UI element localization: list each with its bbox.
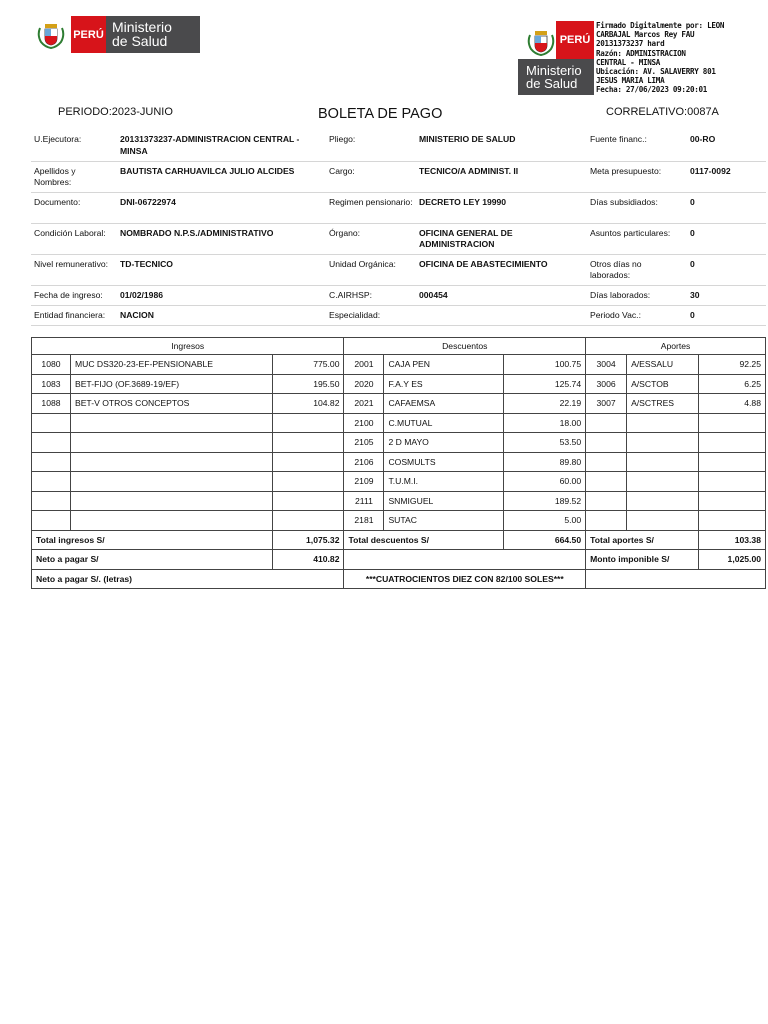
ingreso-value: 775.00 <box>272 355 344 375</box>
aporte-desc <box>627 491 699 511</box>
descuento-value: 18.00 <box>504 413 586 433</box>
monto-imponible-value: 1,025.00 <box>699 550 766 570</box>
info-row <box>31 254 766 285</box>
signature-line: Fecha: 27/06/2023 09:20:01 <box>596 85 708 95</box>
descuento-desc: CAJA PEN <box>384 355 504 375</box>
info-row <box>31 305 766 325</box>
ingreso-desc: BET-V OTROS CONCEPTOS <box>70 394 272 414</box>
aportes-header: Aportes <box>586 338 766 355</box>
table-row <box>32 374 766 394</box>
ingreso-code: 1080 <box>32 355 71 375</box>
info-value: TECNICO/A ADMINIST. II <box>416 161 587 192</box>
payroll-table <box>31 337 766 589</box>
ingreso-desc <box>70 452 272 472</box>
aporte-desc <box>627 472 699 492</box>
table-row <box>32 472 766 492</box>
aporte-code <box>586 452 627 472</box>
periodo-label: PERIODO:2023-JUNIO <box>58 106 173 118</box>
correlativo-label: CORRELATIVO:0087A <box>606 106 719 118</box>
aporte-code <box>586 472 627 492</box>
info-row <box>31 192 766 223</box>
ingreso-desc <box>70 472 272 492</box>
aporte-value <box>699 413 766 433</box>
descuento-code: 2106 <box>344 452 384 472</box>
info-value: 20131373237-ADMINISTRACION CENTRAL - MINSA <box>117 130 326 161</box>
total-aportes-label: Total aportes S/ <box>586 530 699 550</box>
ministry-line-1: Ministerio <box>112 19 172 35</box>
ingresos-header: Ingresos <box>32 338 344 355</box>
ingreso-value <box>272 472 344 492</box>
table-row <box>32 511 766 531</box>
ingreso-value <box>272 452 344 472</box>
info-label: Periodo Vac.: <box>587 305 687 325</box>
signature-line: 20131373237 hard <box>596 39 665 49</box>
ingreso-desc: BET-FIJO (OF.3689-19/EF) <box>70 374 272 394</box>
descuento-code: 2111 <box>344 491 384 511</box>
table-row <box>32 413 766 433</box>
info-label: Meta presupuesto: <box>587 161 687 192</box>
ingreso-code <box>32 511 71 531</box>
info-value: OFICINA DE ABASTECIMIENTO <box>416 254 587 285</box>
ingreso-value <box>272 511 344 531</box>
descuento-code: 2100 <box>344 413 384 433</box>
ministry-label <box>518 59 594 95</box>
ingreso-code <box>32 433 71 453</box>
info-label: Especialidad: <box>326 305 416 325</box>
descuento-value: 100.75 <box>504 355 586 375</box>
aporte-value <box>699 433 766 453</box>
descuento-code: 2181 <box>344 511 384 531</box>
info-label: Unidad Orgánica: <box>326 254 416 285</box>
ingreso-value <box>272 413 344 433</box>
info-value: 30 <box>687 285 766 305</box>
descuento-code: 2020 <box>344 374 384 394</box>
descuento-code: 2109 <box>344 472 384 492</box>
ingreso-value: 104.82 <box>272 394 344 414</box>
info-label: Condición Laboral: <box>31 223 117 254</box>
descuento-desc: SNMIGUEL <box>384 491 504 511</box>
employee-info-table <box>31 130 766 326</box>
descuento-value: 125.74 <box>504 374 586 394</box>
descuento-value: 189.52 <box>504 491 586 511</box>
info-label: Órgano: <box>326 223 416 254</box>
descuento-desc: SUTAC <box>384 511 504 531</box>
info-value: NOMBRADO N.P.S./ADMINISTRATIVO <box>117 223 326 254</box>
ingreso-value <box>272 433 344 453</box>
aporte-value <box>699 452 766 472</box>
coat-of-arms-icon <box>31 16 71 53</box>
table-header-row <box>32 338 766 355</box>
aporte-desc: A/SCTOB <box>627 374 699 394</box>
total-aportes-value: 103.38 <box>699 530 766 550</box>
table-row <box>32 433 766 453</box>
empty-cell <box>344 550 586 570</box>
neto-letras-label: Neto a pagar S/. (letras) <box>32 569 344 589</box>
info-row <box>31 130 766 161</box>
minsa-logo <box>31 16 200 53</box>
aporte-value: 6.25 <box>699 374 766 394</box>
neto-value: 410.82 <box>272 550 344 570</box>
signature-line: Razón: ADMINISTRACION <box>596 48 686 58</box>
info-label: Regimen pensionario: <box>326 192 416 223</box>
descuento-desc: T.U.M.I. <box>384 472 504 492</box>
ingreso-code <box>32 472 71 492</box>
info-value: 00-RO <box>687 130 766 161</box>
ingreso-code <box>32 491 71 511</box>
descuento-value: 22.19 <box>504 394 586 414</box>
info-value: 0 <box>687 223 766 254</box>
ministry-label <box>106 16 200 53</box>
ingreso-desc <box>70 433 272 453</box>
signature-line: CARBAJAL Marcos Rey FAU <box>596 30 695 40</box>
aporte-code <box>586 433 627 453</box>
info-value <box>416 305 587 325</box>
info-row <box>31 161 766 192</box>
info-value: NACION <box>117 305 326 325</box>
info-label: Fecha de ingreso: <box>31 285 117 305</box>
info-label: U.Ejecutora: <box>31 130 117 161</box>
descuento-desc: C.MUTUAL <box>384 413 504 433</box>
ingreso-desc <box>70 413 272 433</box>
ingreso-code: 1088 <box>32 394 71 414</box>
info-value: 0117-0092 <box>687 161 766 192</box>
neto-row <box>32 550 766 570</box>
info-value: 000454 <box>416 285 587 305</box>
descuento-code: 2105 <box>344 433 384 453</box>
neto-label: Neto a pagar S/ <box>32 550 273 570</box>
ingreso-code: 1083 <box>32 374 71 394</box>
signature-text <box>596 21 725 95</box>
aporte-desc: A/SCTRES <box>627 394 699 414</box>
aporte-code <box>586 491 627 511</box>
info-value: 0 <box>687 192 766 223</box>
ingreso-desc <box>70 511 272 531</box>
aporte-desc <box>627 452 699 472</box>
info-value: 0 <box>687 305 766 325</box>
ministry-line-2: de Salud <box>112 33 168 49</box>
aporte-code: 3006 <box>586 374 627 394</box>
info-row <box>31 285 766 305</box>
info-value: DECRETO LEY 19990 <box>416 192 587 223</box>
info-value: OFICINA GENERAL DE ADMINISTRACION <box>416 223 587 254</box>
descuento-value: 89.80 <box>504 452 586 472</box>
ingreso-desc <box>70 491 272 511</box>
descuentos-header: Descuentos <box>344 338 586 355</box>
aporte-value <box>699 472 766 492</box>
info-label: Pliego: <box>326 130 416 161</box>
document-title: BOLETA DE PAGO <box>318 106 443 122</box>
ingreso-value <box>272 491 344 511</box>
info-label: Días laborados: <box>587 285 687 305</box>
info-value: 0 <box>687 254 766 285</box>
aporte-code: 3007 <box>586 394 627 414</box>
letras-row <box>32 569 766 589</box>
coat-of-arms-icon <box>526 27 560 61</box>
ministry-line-1: Ministerio <box>526 63 582 78</box>
descuento-desc: 2 D MAYO <box>384 433 504 453</box>
ingreso-value: 195.50 <box>272 374 344 394</box>
descuento-code: 2021 <box>344 394 384 414</box>
info-label: C.AIRHSP: <box>326 285 416 305</box>
table-row <box>32 394 766 414</box>
info-row <box>31 223 766 254</box>
signature-line: JESUS MARIA LIMA <box>596 76 665 86</box>
info-label: Fuente financ.: <box>587 130 687 161</box>
table-row <box>32 452 766 472</box>
total-ingresos-value: 1,075.32 <box>272 530 344 550</box>
aporte-value: 4.88 <box>699 394 766 414</box>
info-label: Nivel remunerativo: <box>31 254 117 285</box>
descuento-value: 53.50 <box>504 433 586 453</box>
ingreso-desc: MUC DS320-23-EF-PENSIONABLE <box>70 355 272 375</box>
descuento-value: 60.00 <box>504 472 586 492</box>
descuento-desc: F.A.Y ES <box>384 374 504 394</box>
peru-label: PERÚ <box>71 16 106 53</box>
ministry-line-2: de Salud <box>526 76 578 91</box>
info-value: DNI-06722974 <box>117 192 326 223</box>
aporte-desc: A/ESSALU <box>627 355 699 375</box>
neto-letras-value: ***CUATROCIENTOS DIEZ CON 82/100 SOLES*** <box>344 569 586 589</box>
totals-row <box>32 530 766 550</box>
peru-label: PERÚ <box>556 21 594 59</box>
signature-line: CENTRAL - MINSA <box>596 57 661 67</box>
total-descuentos-value: 664.50 <box>504 530 586 550</box>
aporte-desc <box>627 433 699 453</box>
table-row <box>32 355 766 375</box>
descuento-value: 5.00 <box>504 511 586 531</box>
info-value: MINISTERIO DE SALUD <box>416 130 587 161</box>
info-value: 01/02/1986 <box>117 285 326 305</box>
table-row <box>32 491 766 511</box>
descuento-code: 2001 <box>344 355 384 375</box>
digital-signature-stamp <box>518 21 725 95</box>
aporte-desc <box>627 511 699 531</box>
aporte-desc <box>627 413 699 433</box>
aporte-code: 3004 <box>586 355 627 375</box>
aporte-value <box>699 491 766 511</box>
total-descuentos-label: Total descuentos S/ <box>344 530 504 550</box>
empty-cell <box>586 569 766 589</box>
info-value: BAUTISTA CARHUAVILCA JULIO ALCIDES <box>117 161 326 192</box>
signature-line: Ubicación: AV. SALAVERRY 801 <box>596 67 716 77</box>
info-label: Documento: <box>31 192 117 223</box>
aporte-value: 92.25 <box>699 355 766 375</box>
total-ingresos-label: Total ingresos S/ <box>32 530 273 550</box>
info-label: Cargo: <box>326 161 416 192</box>
descuento-desc: COSMULTS <box>384 452 504 472</box>
info-label: Entidad financiera: <box>31 305 117 325</box>
ingreso-code <box>32 452 71 472</box>
info-label: Apellidos y Nombres: <box>31 161 117 192</box>
info-label: Asuntos particulares: <box>587 223 687 254</box>
aporte-code <box>586 511 627 531</box>
signature-line: Firmado Digitalmente por: LEON <box>596 21 725 30</box>
info-value: TD-TECNICO <box>117 254 326 285</box>
aporte-value <box>699 511 766 531</box>
info-label: Otros días no laborados: <box>587 254 687 285</box>
ingreso-code <box>32 413 71 433</box>
info-label: Días subsidiados: <box>587 192 687 223</box>
aporte-code <box>586 413 627 433</box>
monto-imponible-label: Monto imponible S/ <box>586 550 699 570</box>
descuento-desc: CAFAEMSA <box>384 394 504 414</box>
